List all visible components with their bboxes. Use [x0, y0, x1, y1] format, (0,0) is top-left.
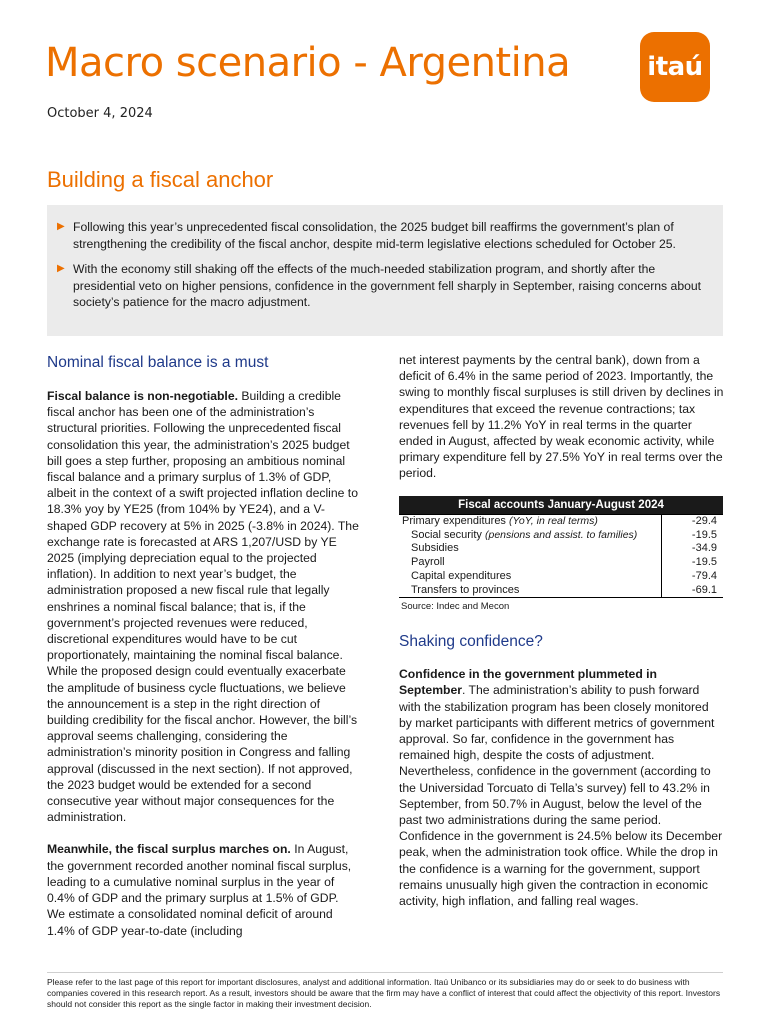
row-value: -19.5	[662, 529, 724, 543]
table-row	[399, 556, 723, 570]
report-title: Macro scenario - Argentina	[45, 40, 571, 86]
section-shaking-confidence	[399, 634, 724, 925]
left-column	[47, 354, 359, 955]
paragraph-continued: net interest payments by the central bank), down from a deficit of 6.4% in the same period of 2023. Importantly, the swing to monthly fiscal surpluses is still driven by declines in expenditures that exceed the revenue contractions; tax revenues fell by 11.2% YoY in real terms in the quarter ended in August, affected by weak economic activity, while primary expenditure fell by 27.5% YoY in real terms over the period.	[399, 353, 724, 481]
row-unit: (pensions and assist. to families)	[484, 528, 638, 541]
row-value: -79.4	[662, 570, 724, 584]
summary-bullet	[57, 261, 709, 311]
row-value: -29.4	[662, 515, 724, 529]
row-label: Social security	[411, 528, 482, 541]
paragraph-fiscal-balance	[47, 388, 359, 825]
row-label: Primary expenditures	[402, 515, 506, 527]
table-source: Source: Indec and Mecon	[401, 601, 510, 613]
lead-text: Confidence in the government plummeted in September	[399, 667, 657, 698]
logo-text: itaú	[647, 52, 703, 82]
fiscal-accounts-table	[399, 496, 723, 612]
table-row	[399, 570, 723, 584]
right-column	[399, 352, 724, 498]
body-text: Building a credible fiscal anchor has been one of the administration’s structural priorities. Following the unprecedented fiscal consolidation this year, the administration’s 2025 budget bill goes a step further, proposing an ambitious nominal fiscal balance and a primary surplus of 1.3% of GDP, albeit in the context of a swift projected inflation decline to 18.3% yoy by YE25 (from 104% by YE24), and a V-shaped GDP recovery at 5% in 2025 (-3.8% in 2024). The exchange rate is forecasted at ARS 1,207/USD by YE 2025 (implying depreciation equal to the projected inflation). In addition to next year’s budget, the administration proposed a new fiscal rule that legally enshrines a nominal fiscal balance; that is, if the government’s projected revenues were reduced, discretional expenditures would have to be cut proportionately, maintaining the nominal fiscal balance. While the proposed design could eventually exacerbate the amplitude of business cycle fluctuations, we believe the announcement is a step in the right direction of building credibility for the fiscal anchor. However, the bill’s approval seems challenging, considering the administration’s minority position in Congress and falling approval (discussed in the next section). If not approved, the 2023 budget would be extended for a second consecutive year without major consequences for the administration.	[47, 389, 359, 825]
table-row	[399, 515, 723, 529]
lead-text: Meanwhile, the fiscal surplus marches on.	[47, 842, 291, 857]
paragraph-fiscal-surplus	[47, 841, 359, 938]
triangle-bullet-icon: ▶	[57, 221, 65, 232]
summary-text: Following this year’s unprecedented fiscal consolidation, the 2025 budget bill reaffirms the government’s plan of strengthening the credibility of the fiscal anchor, despite mid-term legislative elections scheduled for October 25.	[73, 220, 676, 251]
main-title: Building a fiscal anchor	[47, 167, 274, 192]
lead-text: Fiscal balance is non-negotiable.	[47, 389, 238, 403]
section-heading-confidence: Shaking confidence?	[399, 633, 543, 650]
row-label: Subsidies	[411, 542, 459, 555]
row-unit: (YoY, in real terms)	[509, 515, 598, 527]
row-label: Capital expenditures	[411, 569, 512, 582]
table-row	[399, 529, 723, 543]
table-row	[399, 542, 723, 556]
row-value: -34.9	[662, 542, 724, 556]
itau-logo	[640, 32, 710, 102]
footer-disclaimer: Please refer to the last page of this report for important disclosures, analyst and additional information. Itaú Unibanco or its subsidiaries may do or seek to do business with companies covered in this research report. As a result, investors should be aware that the firm may have a conflict of interest that could affect the objectivity of this report. Investors should not consider this report as the single factor in making their investment decision.	[47, 972, 723, 1010]
body-text: . The administration’s ability to push forward with the stabilization program has been closely monitored by market participants with different metrics of government approval. So far, confidence in the government has remained high, despite the costs of adjustment. Nevertheless, confidence in the government (according to the Universidad Torcuato di Tella’s survey) fell to 43.2% in September, from 50.7% in August, below the level of the past two administrations during the same period. Confidence in the government is 24.5% below its December peak, when the administration took office. While the drop in the confidence is a warning for the government, support remains unusually high given the contraction in economic activity, high inflation, and falling real wages.	[399, 683, 723, 909]
row-value: -69.1	[662, 584, 724, 598]
row-label: Transfers to provinces	[399, 584, 662, 598]
row-label: Payroll	[411, 556, 445, 569]
row-value: -19.5	[662, 556, 724, 570]
section-heading-nominal: Nominal fiscal balance is a must	[47, 354, 269, 371]
report-date: October 4, 2024	[47, 106, 153, 121]
summary-box	[47, 205, 723, 336]
table-title: Fiscal accounts January-August 2024	[399, 496, 723, 515]
body-text: In August, the government recorded another nominal fiscal surplus, leading to a cumulative nominal surplus in the year of 0.4% of GDP and the primary surplus at 1.5% of GDP. We estimate a consolidated nominal deficit of around 1.4% of GDP year-to-date (including	[47, 842, 352, 938]
paragraph-confidence	[399, 666, 724, 909]
table-row	[399, 584, 723, 598]
summary-bullet	[57, 219, 709, 252]
summary-text: With the economy still shaking off the effects of the much-needed stabilization program, and shortly after the presidential veto on higher pensions, confidence in the government fell sharply in September, raising concerns about society’s patience for the macro adjustment.	[73, 262, 702, 309]
triangle-bullet-icon: ▶	[57, 263, 65, 274]
